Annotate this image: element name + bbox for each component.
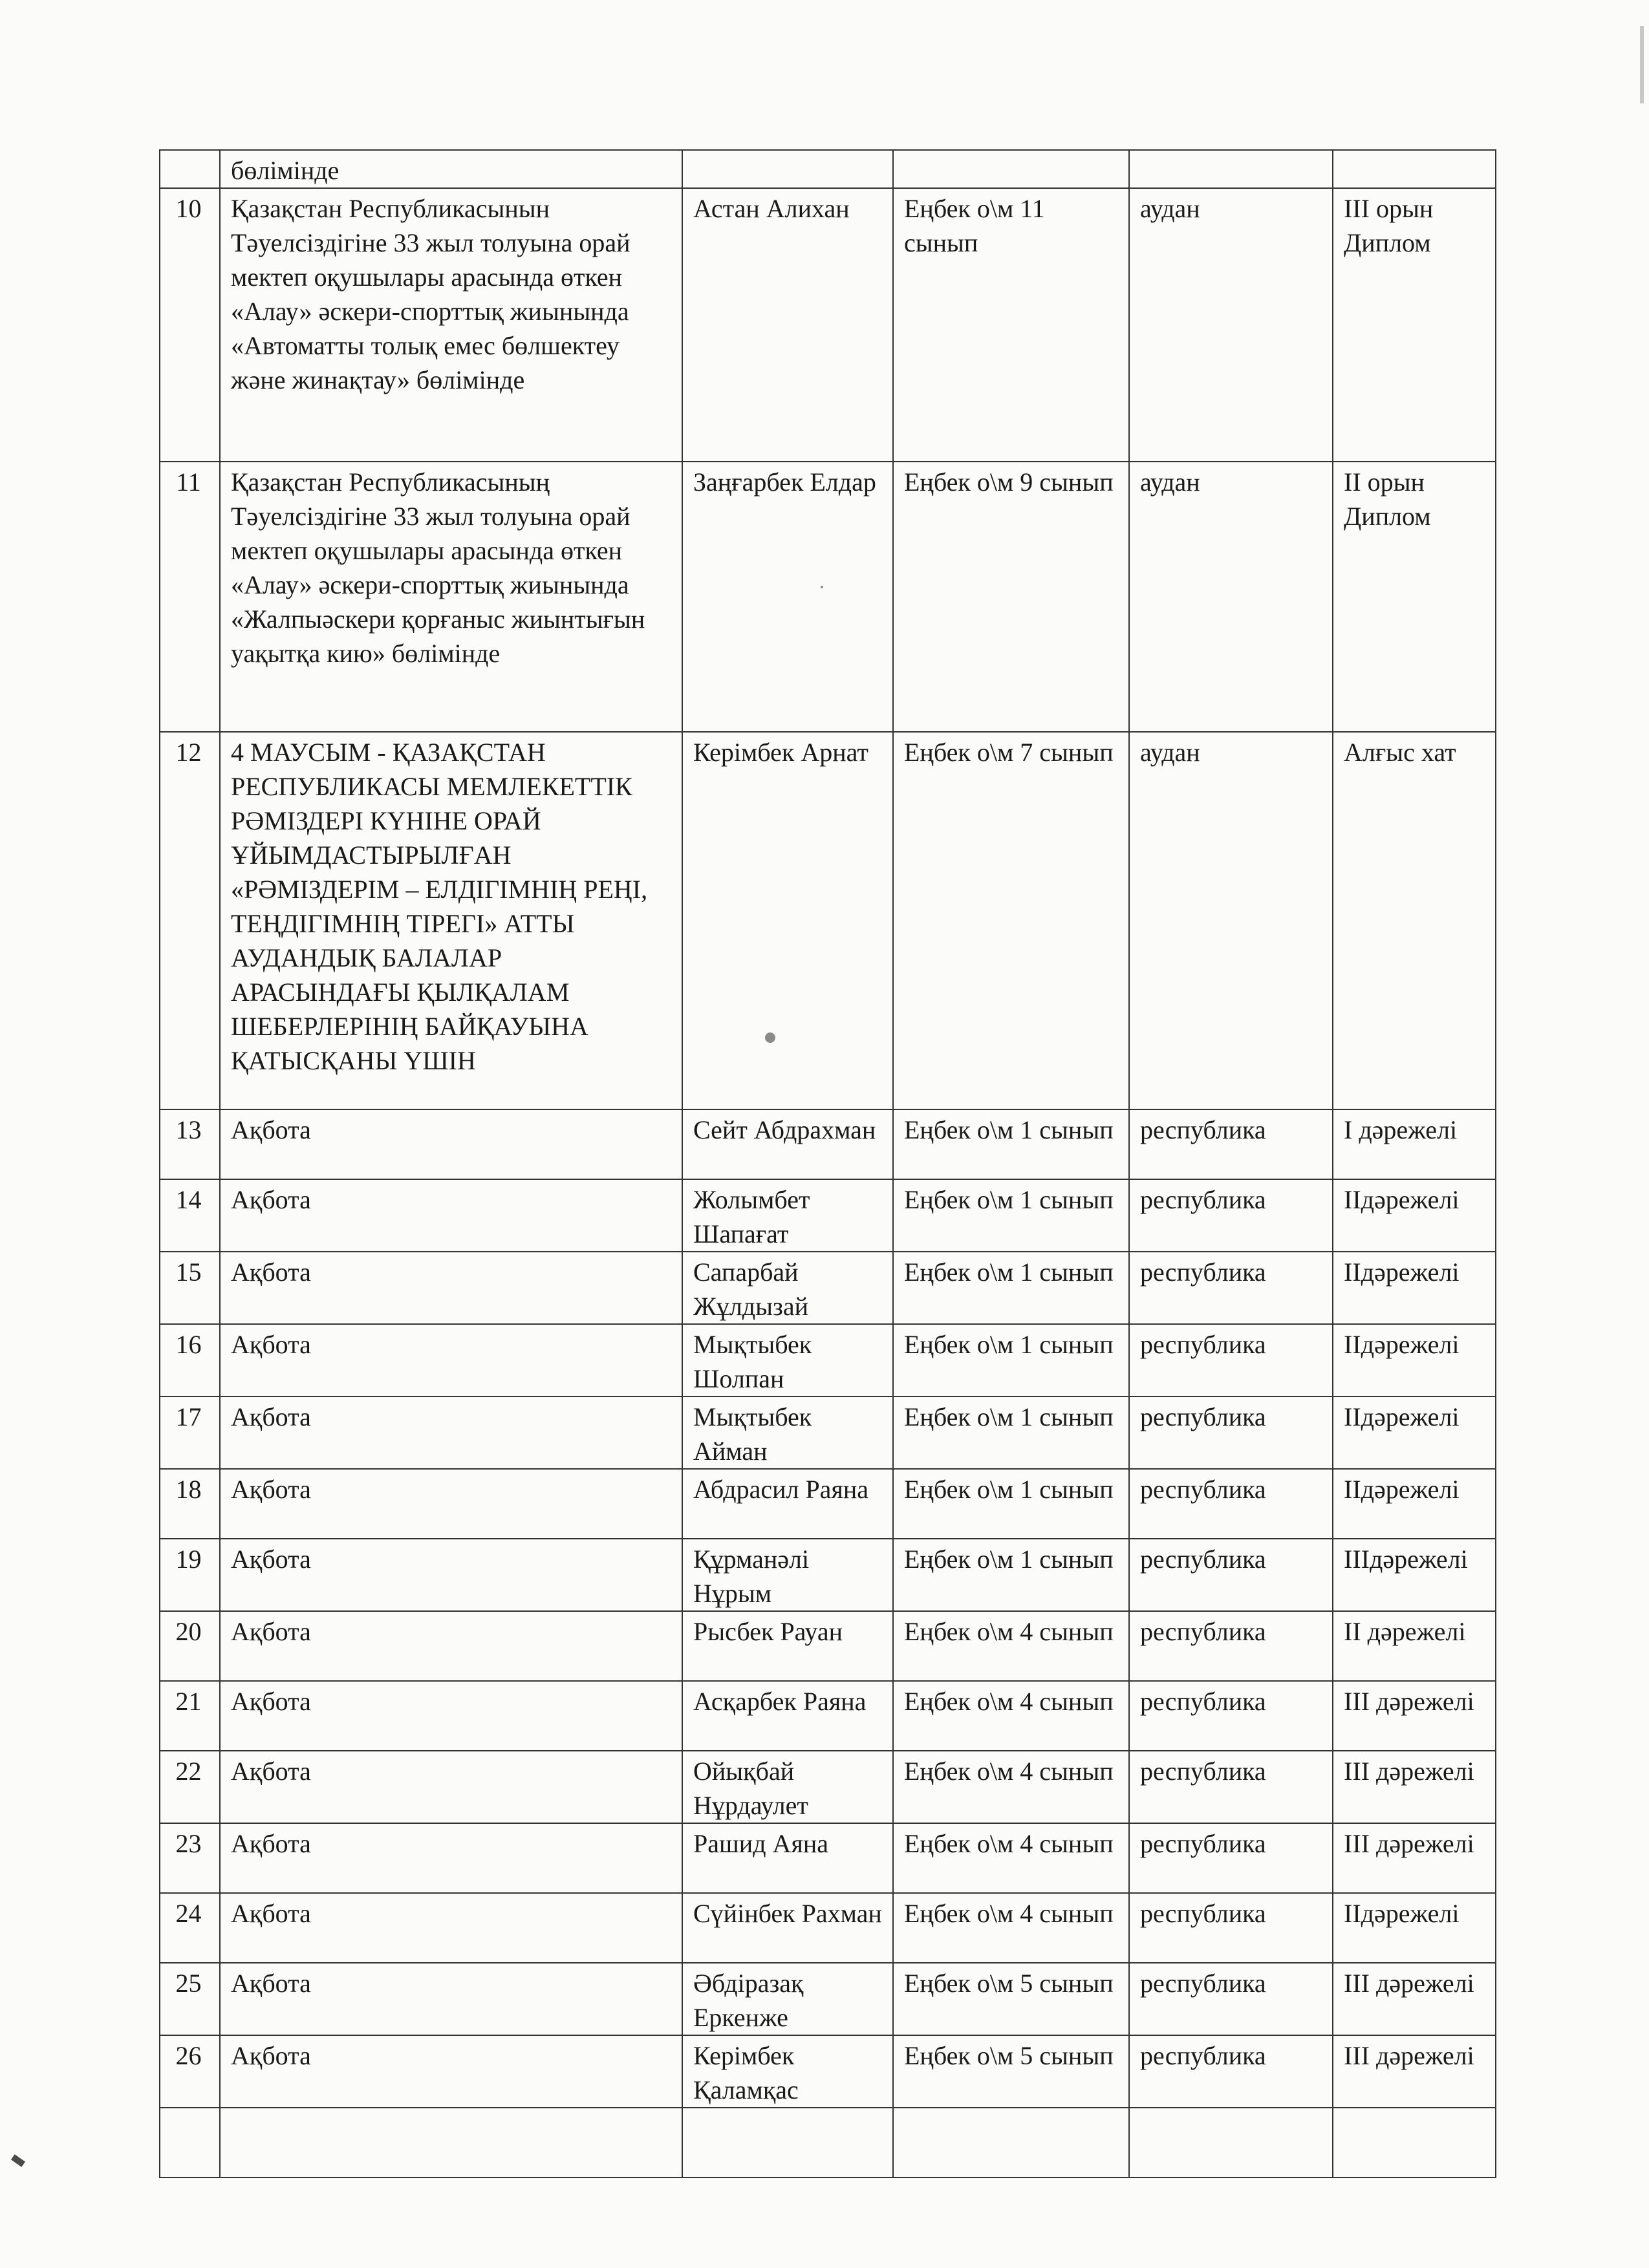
event-cell: Ақбота — [220, 1109, 682, 1179]
table-row — [160, 732, 1496, 1109]
student-name-cell: Сапарбай Жұлдызай — [682, 1252, 893, 1324]
award-cell: ІІ дәрежелі — [1333, 1611, 1496, 1681]
event-cell: Ақбота — [220, 1893, 682, 1963]
student-name-cell: Жолымбет Шапағат — [682, 1179, 893, 1252]
event-cell: Ақбота — [220, 1252, 682, 1324]
award-cell: ІІІдәрежелі — [1333, 1539, 1496, 1611]
student-name-cell: Абдрасил Раяна — [682, 1469, 893, 1539]
table-row — [160, 150, 1496, 188]
school-class-cell: Еңбек о\м 4 сынып — [893, 1681, 1129, 1751]
event-cell: Қазақстан Республикасының Тәуелсіздігіне 33 жыл толуына орай мектеп оқушылары арасында өткен «Алау» әскери-спорттық жиынында «Жалпыәскери қорғаныс жиынтығын уақытқа кию» бөлімінде — [220, 462, 682, 732]
row-number: 25 — [160, 1963, 220, 2035]
scan-speck — [821, 586, 823, 588]
row-number: 15 — [160, 1252, 220, 1324]
table-row — [160, 2108, 1496, 2177]
school-class-cell: Еңбек о\м 1 сынып — [893, 1396, 1129, 1469]
level-cell: аудан — [1129, 732, 1333, 1109]
student-name-cell: Астан Алихан — [682, 188, 893, 462]
student-name-cell: Ойықбай Нұрдаулет — [682, 1751, 893, 1823]
level-cell: республика — [1129, 1179, 1333, 1252]
level-cell: республика — [1129, 1252, 1333, 1324]
level-cell: республика — [1129, 1611, 1333, 1681]
award-cell: ІІдәрежелі — [1333, 1252, 1496, 1324]
row-number: 18 — [160, 1469, 220, 1539]
student-name-cell: Мықтыбек Шолпан — [682, 1324, 893, 1396]
scan-speck — [765, 1032, 775, 1043]
scan-edge-mark — [11, 2154, 25, 2167]
row-number: 19 — [160, 1539, 220, 1611]
event-cell: Ақбота — [220, 1179, 682, 1252]
award-cell: ІІІ дәрежелі — [1333, 1823, 1496, 1893]
school-class-cell: Еңбек о\м 11 сынып — [893, 188, 1129, 462]
award-cell: ІІдәрежелі — [1333, 1469, 1496, 1539]
school-class-cell: Еңбек о\м 4 сынып — [893, 1893, 1129, 1963]
student-name-cell: Құрманәлі Нұрым — [682, 1539, 893, 1611]
student-name-cell: Керімбек Арнат — [682, 732, 893, 1109]
award-cell — [1333, 150, 1496, 188]
level-cell — [1129, 150, 1333, 188]
row-number: 20 — [160, 1611, 220, 1681]
school-class-cell: Еңбек о\м 7 сынып — [893, 732, 1129, 1109]
event-cell: Қазақстан Республикасынын Тәуелсіздігіне 33 жыл толуына орай мектеп оқушылары арасында өткен «Алау» әскери-спорттық жиынында «Автоматты толық емес бөлшектеу және жинақтау» бөлімінде — [220, 188, 682, 462]
table-row — [160, 1751, 1496, 1823]
student-name-cell: Сейт Абдрахман — [682, 1109, 893, 1179]
row-number: 23 — [160, 1823, 220, 1893]
event-cell: бөлімінде — [220, 150, 682, 188]
table-row — [160, 1963, 1496, 2035]
level-cell: аудан — [1129, 462, 1333, 732]
level-cell: республика — [1129, 1469, 1333, 1539]
level-cell: республика — [1129, 1396, 1333, 1469]
event-cell: Ақбота — [220, 1681, 682, 1751]
level-cell: республика — [1129, 1963, 1333, 2035]
table-row — [160, 1252, 1496, 1324]
table-row — [160, 1681, 1496, 1751]
table-row — [160, 1109, 1496, 1179]
student-name-cell: Әбдіразақ Еркенже — [682, 1963, 893, 2035]
award-cell: ІІдәрежелі — [1333, 1396, 1496, 1469]
row-number: 12 — [160, 732, 220, 1109]
award-cell: ІІІ дәрежелі — [1333, 2035, 1496, 2108]
school-class-cell: Еңбек о\м 4 сынып — [893, 1611, 1129, 1681]
row-number: 21 — [160, 1681, 220, 1751]
school-class-cell: Еңбек о\м 1 сынып — [893, 1469, 1129, 1539]
student-name-cell: Сүйінбек Рахман — [682, 1893, 893, 1963]
table-row — [160, 1893, 1496, 1963]
school-class-cell: Еңбек о\м 5 сынып — [893, 1963, 1129, 2035]
table-row — [160, 462, 1496, 732]
level-cell: республика — [1129, 1109, 1333, 1179]
student-name-cell: Керімбек Қаламқас — [682, 2035, 893, 2108]
row-number: 26 — [160, 2035, 220, 2108]
row-number: 14 — [160, 1179, 220, 1252]
school-class-cell: Еңбек о\м 1 сынып — [893, 1324, 1129, 1396]
award-cell: І дәрежелі — [1333, 1109, 1496, 1179]
award-cell: ІІІ орын Диплом — [1333, 188, 1496, 462]
event-cell: Ақбота — [220, 2035, 682, 2108]
event-cell: Ақбота — [220, 1539, 682, 1611]
table-row — [160, 1611, 1496, 1681]
table-row — [160, 1396, 1496, 1469]
table-row — [160, 1179, 1496, 1252]
event-cell: Ақбота — [220, 1751, 682, 1823]
event-cell: Ақбота — [220, 1963, 682, 2035]
table-row — [160, 1324, 1496, 1396]
student-name-cell: Заңғарбек Елдар — [682, 462, 893, 732]
scan-edge-mark — [1640, 26, 1644, 103]
award-cell: Алғыс хат — [1333, 732, 1496, 1109]
event-cell: Ақбота — [220, 1823, 682, 1893]
level-cell: аудан — [1129, 188, 1333, 462]
school-class-cell: Еңбек о\м 5 сынып — [893, 2035, 1129, 2108]
student-name-cell — [682, 150, 893, 188]
level-cell: республика — [1129, 1681, 1333, 1751]
table-row — [160, 2035, 1496, 2108]
row-number: 24 — [160, 1893, 220, 1963]
level-cell: республика — [1129, 1823, 1333, 1893]
school-class-cell: Еңбек о\м 4 сынып — [893, 1751, 1129, 1823]
level-cell: республика — [1129, 1324, 1333, 1396]
row-number — [160, 2108, 220, 2177]
school-class-cell: Еңбек о\м 1 сынып — [893, 1179, 1129, 1252]
event-cell: Ақбота — [220, 1324, 682, 1396]
table-row — [160, 1539, 1496, 1611]
award-cell: ІІдәрежелі — [1333, 1324, 1496, 1396]
student-name-cell: Мықтыбек Айман — [682, 1396, 893, 1469]
school-class-cell: Еңбек о\м 9 сынып — [893, 462, 1129, 732]
event-cell — [220, 2108, 682, 2177]
award-cell: ІІдәрежелі — [1333, 1893, 1496, 1963]
award-cell: ІІІ дәрежелі — [1333, 1681, 1496, 1751]
event-cell: Ақбота — [220, 1611, 682, 1681]
event-cell: 4 МАУСЫМ - ҚАЗАҚСТАН РЕСПУБЛИКАСЫ МЕМЛЕКЕТТІК РӘМІЗДЕРІ КҮНІНЕ ОРАЙ ҰЙЫМДАСТЫРЫЛҒАН «РӘМІЗДЕРІМ – ЕЛДІГІМНІҢ РЕҢІ, ТЕҢДІГІМНІҢ ТІРЕГІ» АТТЫ АУДАНДЫҚ БАЛАЛАР АРАСЫНДАҒЫ ҚЫЛҚАЛАМ ШЕБЕРЛЕРІНІҢ БАЙҚАУЫНА ҚАТЫСҚАНЫ ҮШІН — [220, 732, 682, 1109]
table-row — [160, 1823, 1496, 1893]
school-class-cell: Еңбек о\м 1 сынып — [893, 1109, 1129, 1179]
student-name-cell: Рашид Аяна — [682, 1823, 893, 1893]
school-class-cell — [893, 2108, 1129, 2177]
row-number: 17 — [160, 1396, 220, 1469]
row-number: 10 — [160, 188, 220, 462]
event-cell: Ақбота — [220, 1396, 682, 1469]
table-row — [160, 1469, 1496, 1539]
level-cell: республика — [1129, 1893, 1333, 1963]
school-class-cell — [893, 150, 1129, 188]
school-class-cell: Еңбек о\м 4 сынып — [893, 1823, 1129, 1893]
level-cell: республика — [1129, 1751, 1333, 1823]
row-number — [160, 150, 220, 188]
row-number: 11 — [160, 462, 220, 732]
row-number: 22 — [160, 1751, 220, 1823]
level-cell: республика — [1129, 2035, 1333, 2108]
award-cell: ІІІ дәрежелі — [1333, 1963, 1496, 2035]
student-name-cell — [682, 2108, 893, 2177]
award-cell: ІІдәрежелі — [1333, 1179, 1496, 1252]
student-name-cell: Асқарбек Раяна — [682, 1681, 893, 1751]
school-class-cell: Еңбек о\м 1 сынып — [893, 1252, 1129, 1324]
student-name-cell: Рысбек Рауан — [682, 1611, 893, 1681]
award-cell: ІІ орын Диплом — [1333, 462, 1496, 732]
row-number: 16 — [160, 1324, 220, 1396]
row-number: 13 — [160, 1109, 220, 1179]
level-cell — [1129, 2108, 1333, 2177]
award-cell: ІІІ дәрежелі — [1333, 1751, 1496, 1823]
results-table — [159, 149, 1496, 2178]
event-cell: Ақбота — [220, 1469, 682, 1539]
table-row — [160, 188, 1496, 462]
school-class-cell: Еңбек о\м 1 сынып — [893, 1539, 1129, 1611]
level-cell: республика — [1129, 1539, 1333, 1611]
award-cell — [1333, 2108, 1496, 2177]
